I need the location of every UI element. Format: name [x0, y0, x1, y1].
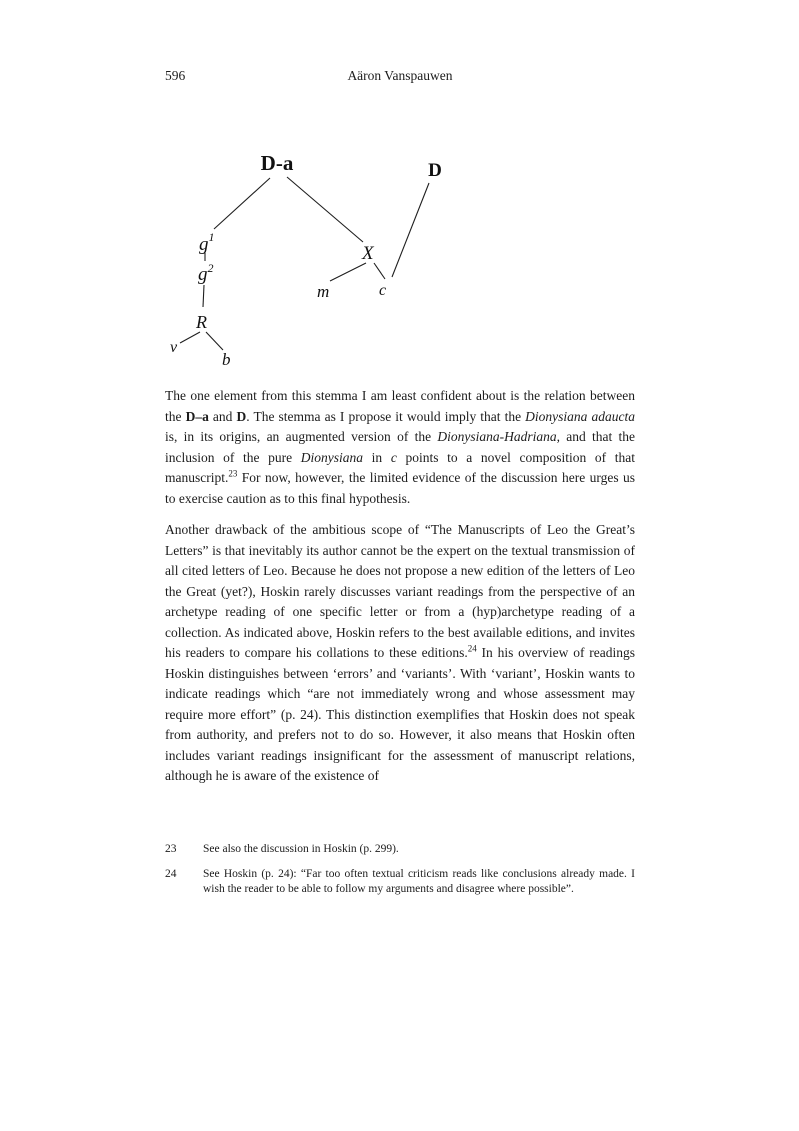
stemma-node-m: m [317, 282, 330, 301]
text-segment: in [363, 449, 391, 465]
footnote-ref: 23 [228, 468, 238, 479]
stemma-svg [165, 138, 465, 383]
text-segment: Dionysiana adaucta [525, 408, 635, 424]
edge-r-v [180, 332, 200, 343]
stemma-node-g2 [198, 261, 214, 285]
stemma-node-g2-base: g [198, 264, 208, 285]
stemma-node-g1-sup: 1 [208, 230, 215, 244]
paragraph [165, 386, 635, 509]
text-segment: and [208, 408, 237, 424]
text-segment: D [236, 408, 247, 424]
footnote-item [165, 867, 635, 898]
stemma-node-c: c [379, 282, 387, 299]
text-segment: D–a [185, 408, 209, 424]
page-number: 596 [165, 68, 186, 83]
stemma-node-d: D [428, 160, 442, 181]
footnote-ref: 24 [467, 643, 477, 654]
edge-da-x [287, 177, 363, 242]
text-segment: The one element from this stemma I am least confident about is the relation between the [165, 388, 635, 424]
stemma-node-x: X [362, 243, 374, 264]
text-segment: , and that the inclusion of the pure [165, 429, 635, 465]
stemma-node-r: R [196, 312, 207, 332]
stemma-node-d-a: D-a [260, 151, 294, 175]
footnote-number: 24 [165, 867, 177, 880]
stemma-node-g1 [199, 230, 215, 255]
running-head: Aäron Vanspauwen [347, 68, 453, 83]
stemma-node-g1-base: g [199, 234, 209, 255]
stemma-lines [180, 177, 429, 350]
text-segment: Dionysiana [300, 449, 364, 465]
footnote-text: See Hoskin (p. 24): “Far too often textual criticism reads like conclusions already made. I wish the reader to be able to follow my arguments and disagree where possible”. [203, 867, 635, 895]
edge-r-b [206, 332, 223, 350]
text-segment: Another drawback of the ambitious scope of “The Manuscripts of Leo the Great’s Letters” is that inevitably its author cannot be the expert on the textual transmission of all cited letters of Leo. Because he does not propose a new edition of the letters of Leo the Great (yet?), Hoskin rarely discusses variant readings from the perspective of an archetype reading of one specific letter or from a (hyp)archetype reading of a collection. As indicated above, Hoskin refers to the best available editions, and invites his readers to compare his collations to these editions. [165, 522, 635, 660]
stemma-node-g2-sup: 2 [207, 261, 214, 275]
edge-x-c [374, 263, 385, 279]
paragraph [165, 520, 635, 787]
text-segment: Dionysiana-Hadriana [437, 429, 557, 444]
text-segment: In his overview of readings Hoskin distinguishes between ‘errors’ and ‘variants’. With ‘variant’, Hoskin wants to indicate readings which “are not immediately wrong and whose assessment may require more effort” (p. 24). This distinction exemplifies that Hoskin does not speak from authority, and prefers not to do so. However, it also means that Hoskin often includes variant readings insignificant for the assessment of manuscript relations, although he is aware of the existence of [165, 645, 635, 783]
edge-da-g1 [214, 178, 270, 229]
stemma-diagram [165, 138, 465, 383]
footnotes [165, 842, 635, 898]
text-segment: is, in its origins, an augmented version of the [165, 429, 438, 444]
edge-c-d [392, 183, 429, 277]
body-text [165, 386, 635, 787]
page-header [165, 68, 635, 84]
edge-x-m [330, 263, 366, 281]
text-segment: For now, however, the limited evidence of the discussion here urges us to exercise caution as to this final hypothesis. [165, 470, 635, 506]
stemma-node-b: b [222, 350, 231, 369]
footnote-item [165, 842, 635, 858]
text-segment: points to a novel composition of that manuscript. [165, 449, 635, 485]
text-segment: c [390, 449, 397, 465]
footnote-text: See also the discussion in Hoskin (p. 299). [203, 843, 399, 855]
footnote-number: 23 [165, 843, 177, 855]
edge-g2-r [203, 285, 204, 307]
text-segment: . The stemma as I propose it would imply that the [246, 408, 526, 424]
stemma-node-v: v [170, 339, 178, 356]
